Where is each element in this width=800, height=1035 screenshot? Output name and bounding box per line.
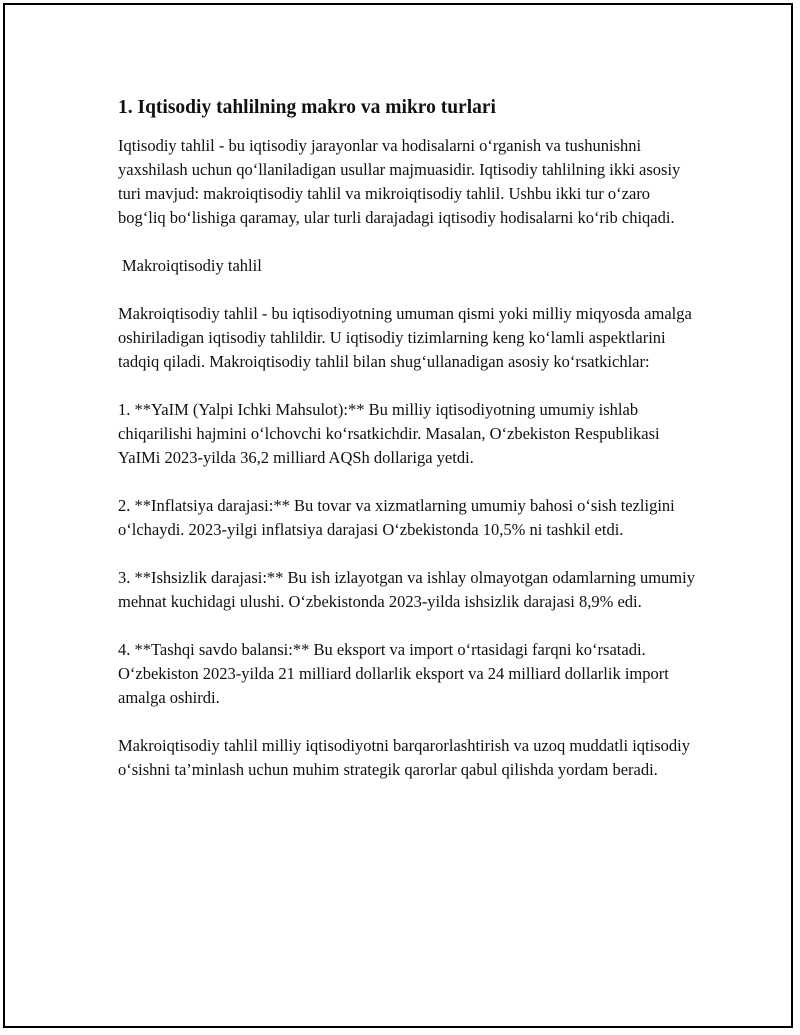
intro-paragraph: Iqtisodiy tahlil - bu iqtisodiy jarayonlar va hodisalarni o‘rganish va tushunishni yaxshilash uchun qo‘llaniladigan usullar majmuasidir. Iqtisodiy tahlilning ikki asosiy turi mavjud: makroiqtisodiy tahlil va mikroiqtisodiy tahlil. Ushbu ikki tur o‘zaro bog‘liq bo‘lishiga qaramay, ular turli darajadagi iqtisodiy hodisalarni ko‘rib chiqadi. [118,136,681,227]
list-item-unemployment: 3. **Ishsizlik darajasi:** Bu ish izlayotgan va ishlay olmayotgan odamlarning umumiy mehnat kuchidagi ulushi. O‘zbekistonda 2023-yilda ishsizlik darajasi 8,9% edi. [118,568,695,611]
list-item-trade-balance: 4. **Tashqi savdo balansi:** Bu eksport va import o‘rtasidagi farqni ko‘rsatadi. O‘zbekiston 2023-yilda 21 milliard dollarlik eksport va 24 milliard dollarlik import amalga oshirdi. [118,640,669,707]
spacer [118,710,698,734]
macro-intro-paragraph: Makroiqtisodiy tahlil - bu iqtisodiyotning umuman qismi yoki milliy miqyosda amalga oshiriladigan iqtisodiy tahlildir. U iqtisodiy tizimlarning keng ko‘lamli aspektlarini tadqiq qiladi. Makroiqtisodiy tahlil bilan shug‘ullanadigan asosiy ko‘rsatkichlar: [118,304,692,371]
subsection-heading: Makroiqtisodiy tahlil [122,256,262,275]
list-item-inflation: 2. **Inflatsiya darajasi:** Bu tovar va xizmatlarning umumiy bahosi o‘sish tezligini o‘lchaydi. 2023-yilgi inflatsiya darajasi O‘zbekistonda 10,5% ni tashkil etdi. [118,496,675,539]
spacer [118,470,698,494]
spacer [118,614,698,638]
conclusion-paragraph: Makroiqtisodiy tahlil milliy iqtisodiyotni barqarorlashtirish va uzoq muddatli iqtisodiy o‘sishni ta’minlash uchun muhim strategik qarorlar qabul qilishda yordam beradi. [118,736,690,779]
spacer [118,374,698,398]
spacer [118,542,698,566]
section-heading: 1. Iqtisodiy tahlilning makro va mikro turlari [118,97,496,118]
spacer [118,230,698,254]
list-item-gdp: 1. **YaIM (Yalpi Ichki Mahsulot):** Bu milliy iqtisodiyotning umumiy ishlab chiqarilishi hajmini o‘lchovchi ko‘rsatkichdir. Masalan, O‘zbekiston Respublikasi YaIMi 2023-yilda 36,2 milliard AQSh dollariga yetdi. [118,400,660,467]
spacer [118,278,698,302]
document-body [118,96,698,782]
